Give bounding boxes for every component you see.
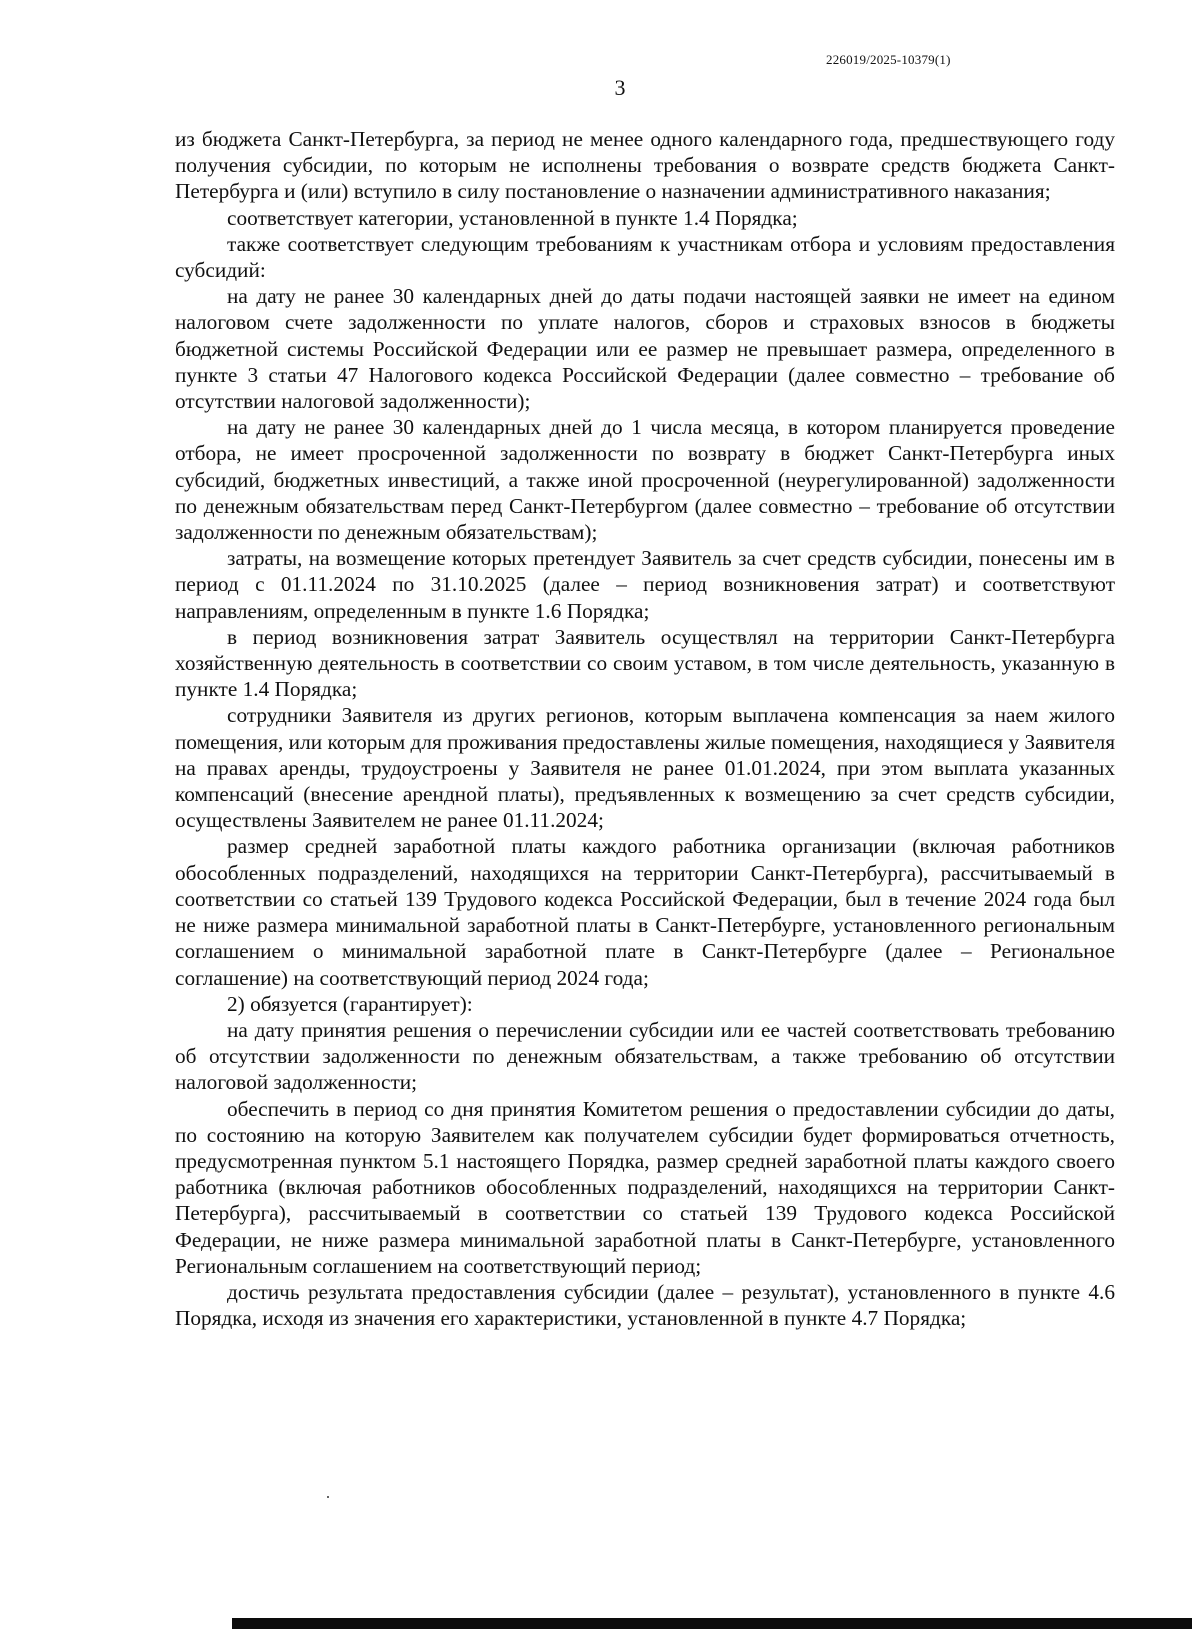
document-registration-number: 226019/2025-10379(1)	[826, 52, 951, 67]
paragraph-requirements-intro: также соответствует следующим требованиям к участникам отбора и условиям предоставления субсидий:	[175, 231, 1115, 283]
paragraph-ensure-salary: обеспечить в период со дня принятия Комитетом решения о предоставлении субсидии до даты, по состоянию на которую Заявителем как получателем субсидии будет формироваться отчетность, предусмотренная пунктом 5.1 настоящего Порядка, размер средней заработной платы каждого своего работника (включая работников обособленных подразделений, находящихся на территории Санкт-Петербурга), рассчитываемый в соответствии со статьей 139 Трудового кодекса Российской Федерации, не ниже размера минимальной заработной платы в Санкт-Петербурге, установленного Региональным соглашением на соответствующий период;	[175, 1096, 1115, 1278]
paragraph-tax-debt: на дату не ранее 30 календарных дней до даты подачи настоящей заявки не имеет на едином налоговом счете задолженности по уплате налогов, сборов и страховых взносов в бюджеты бюджетной системы Российской Федерации или ее размер не превышает размера, определенного в пункте 3 статьи 47 Налогового кодекса Российской Федерации (далее совместно – требование об отсутствии налоговой задолженности);	[175, 284, 1115, 414]
paragraph-obligations-heading: 2) обязуется (гарантирует):	[227, 991, 473, 1016]
paragraph-category: соответствует категории, установленной в пункте 1.4 Порядка;	[227, 205, 798, 230]
paragraph-achieve-result: достичь результата предоставления субсидии (далее – результат), установленного в пункте 4.6 Порядка, исходя из значения его характеристики, установленной в пункте 4.7 Порядка;	[175, 1279, 1115, 1331]
paragraph-costs-period: затраты, на возмещение которых претендует Заявитель за счет средств субсидии, понесены им в период с 01.11.2024 по 31.10.2025 (далее – период возникновения затрат) и соответствуют направлениям, определенным в пункте 1.6 Порядка;	[175, 546, 1115, 623]
paragraph-monetary-obligations: на дату не ранее 30 календарных дней до 1 числа месяца, в котором планируется проведение отбора, не имеет просроченной задолженности по возврату в бюджет Санкт-Петербурга иных субсидий, бюджетных инвестиций, а также иной просроченной (неурегулированной) задолженности по денежным обязательствам перед Санкт-Петербургом (далее совместно – требование об отсутствии задолженности по денежным обязательствам);	[175, 415, 1115, 545]
scan-bottom-edge	[232, 1618, 1192, 1629]
paragraph-employees-other-regions: сотрудники Заявителя из других регионов, которым выплачена компенсация за наем жилого помещения, или которым для проживания предоставлены жилые помещения, находящиеся у Заявителя на правах аренды, трудоустроены у Заявителя не ранее 01.01.2024, при этом выплата указанных компенсаций (внесение арендной платы), предъявленных к возмещению за счет средств субсидии, осуществлены Заявителем не ранее 01.11.2024;	[175, 703, 1115, 833]
paragraph-budget-continuation: из бюджета Санкт-Петербурга, за период не менее одного календарного года, предшествующего году получения субсидии, по которым не исполнены требования о возврате средств бюджета Санкт-Петербурга и (или) вступило в силу постановление о назначении административного наказания;	[175, 127, 1115, 204]
scan-speck	[327, 1496, 329, 1498]
paragraph-decision-date-compliance: на дату принятия решения о перечислении субсидии или ее частей соответствовать требованию об отсутствии задолженности по денежным обязательствам, а также требованию об отсутствии налоговой задолженности;	[175, 1017, 1115, 1095]
document-body	[175, 126, 1115, 1331]
paragraph-business-activity: в период возникновения затрат Заявитель осуществлял на территории Санкт-Петербурга хозяйственную деятельность в соответствии со своим уставом, в том числе деятельность, указанную в пункте 1.4 Порядка;	[175, 624, 1115, 702]
page-number: 3	[614, 75, 626, 100]
paragraph-average-salary: размер средней заработной платы каждого работника организации (включая работников обособленных подразделений, находящихся на территории Санкт-Петербурга), рассчитываемый в соответствии со статьей 139 Трудового кодекса Российской Федерации, был в течение 2024 года был не ниже размера минимальной заработной платы в Санкт-Петербурге, установленного региональным соглашением о минимальной заработной плате в Санкт-Петербурге (далее – Региональное соглашение) на соответствующий период 2024 года;	[175, 834, 1115, 990]
